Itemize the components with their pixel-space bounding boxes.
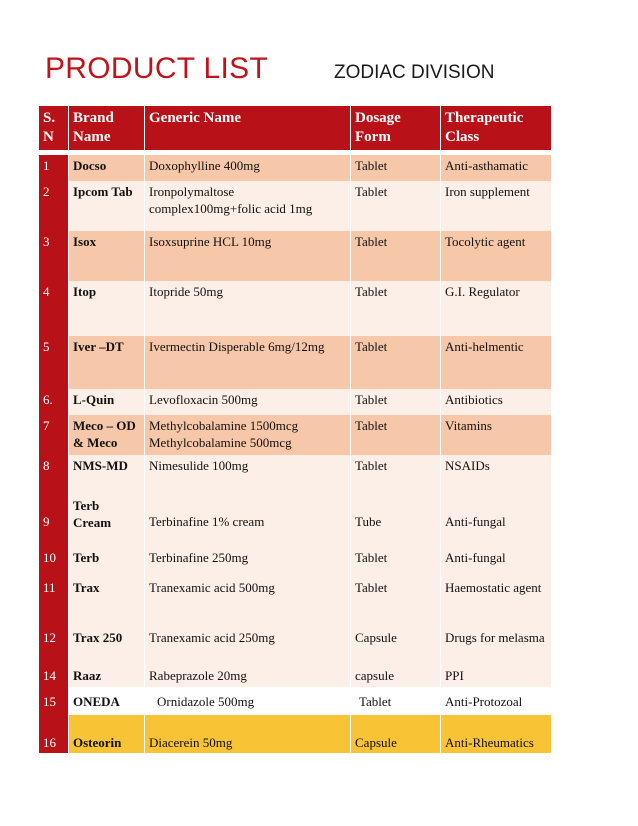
row-therapeutic: Vitamins <box>441 415 551 455</box>
row-dosage: Capsule <box>351 627 441 665</box>
table-row <box>39 495 551 547</box>
row-dosage: Tube <box>351 495 441 547</box>
table-header-row <box>39 106 551 150</box>
row-sn: 7 <box>39 415 69 455</box>
row-brand: Docso <box>69 155 145 181</box>
row-therapeutic: Anti-asthamatic <box>441 155 551 181</box>
table-row <box>39 281 551 336</box>
table-row <box>39 577 551 627</box>
row-sn: 2 <box>39 181 69 231</box>
row-dosage: Tablet <box>351 415 441 455</box>
row-dosage: Tablet <box>351 336 441 389</box>
table-row <box>39 687 551 715</box>
row-brand: NMS-MD <box>69 455 145 495</box>
row-brand: L-Quin <box>69 389 145 415</box>
table-row <box>39 155 551 181</box>
row-sn: 11 <box>39 577 69 627</box>
row-generic: Ornidazole 500mg <box>145 687 351 715</box>
row-therapeutic: Tocolytic agent <box>441 231 551 281</box>
row-brand: ONEDA <box>69 687 145 715</box>
row-dosage: Tablet <box>351 577 441 627</box>
row-dosage: Tablet <box>351 547 441 577</box>
col-header-dosage: Dosage Form <box>351 106 441 150</box>
row-therapeutic: Antibiotics <box>441 389 551 415</box>
col-header-sn: S. N <box>39 106 69 150</box>
col-header-generic: Generic Name <box>145 106 351 150</box>
row-therapeutic: PPI <box>441 665 551 687</box>
row-dosage: Tablet <box>351 281 441 336</box>
row-therapeutic: Drugs for melasma <box>441 627 551 665</box>
row-sn: 12 <box>39 627 69 665</box>
row-brand: Ipcom Tab <box>69 181 145 231</box>
row-brand: Osteorin <box>69 715 145 753</box>
page-title: PRODUCT LIST <box>45 52 269 85</box>
row-dosage: Tablet <box>351 455 441 495</box>
row-dosage: Tablet <box>351 389 441 415</box>
row-dosage: Tablet <box>351 155 441 181</box>
row-therapeutic: Anti-Protozoal <box>441 687 551 715</box>
row-generic: Ivermectin Disperable 6mg/12mg <box>145 336 351 389</box>
row-therapeutic: Anti-fungal <box>441 495 551 547</box>
row-generic: Levofloxacin 500mg <box>145 389 351 415</box>
row-brand: Trax <box>69 577 145 627</box>
col-header-brand: Brand Name <box>69 106 145 150</box>
table-row <box>39 547 551 577</box>
row-generic: Tranexamic acid 250mg <box>145 627 351 665</box>
row-dosage: Tablet <box>351 687 441 715</box>
product-table <box>38 106 551 753</box>
table-row <box>39 415 551 455</box>
row-sn: 1 <box>39 155 69 181</box>
table-row <box>39 181 551 231</box>
table-row <box>39 389 551 415</box>
row-generic: Itopride 50mg <box>145 281 351 336</box>
row-sn: 9 <box>39 495 69 547</box>
row-generic: Diacerein 50mg <box>145 715 351 753</box>
table-row <box>39 336 551 389</box>
row-generic: Isoxsuprine HCL 10mg <box>145 231 351 281</box>
row-sn: 4 <box>39 281 69 336</box>
row-therapeutic: NSAIDs <box>441 455 551 495</box>
row-generic: Nimesulide 100mg <box>145 455 351 495</box>
col-header-therapeutic: Therapeutic Class <box>441 106 551 150</box>
row-brand: Terb Cream <box>69 495 145 547</box>
row-sn: 15 <box>39 687 69 715</box>
row-generic: Terbinafine 250mg <box>145 547 351 577</box>
row-brand: Terb <box>69 547 145 577</box>
row-therapeutic: Iron supplement <box>441 181 551 231</box>
row-sn: 5 <box>39 336 69 389</box>
row-generic: Doxophylline 400mg <box>145 155 351 181</box>
row-brand: Raaz <box>69 665 145 687</box>
table-row <box>39 715 551 753</box>
table-row <box>39 455 551 495</box>
row-dosage: capsule <box>351 665 441 687</box>
row-dosage: Tablet <box>351 181 441 231</box>
row-therapeutic: Haemostatic agent <box>441 577 551 627</box>
row-sn: 3 <box>39 231 69 281</box>
row-therapeutic: Anti-fungal <box>441 547 551 577</box>
row-generic: Terbinafine 1% cream <box>145 495 351 547</box>
row-dosage: Capsule <box>351 715 441 753</box>
row-sn: 8 <box>39 455 69 495</box>
row-therapeutic: Anti-helmentic <box>441 336 551 389</box>
row-sn: 14 <box>39 665 69 687</box>
row-generic: Ironpolymaltose complex100mg+folic acid 1mg <box>145 181 351 231</box>
table-row <box>39 231 551 281</box>
table-row <box>39 627 551 665</box>
row-sn: 16 <box>39 715 69 753</box>
table-row <box>39 665 551 687</box>
row-therapeutic: G.I. Regulator <box>441 281 551 336</box>
division-label: ZODIAC DIVISION <box>334 62 495 83</box>
row-sn: 10 <box>39 547 69 577</box>
row-generic: Methylcobalamine 1500mcg Methylcobalamine 500mcg <box>145 415 351 455</box>
row-brand: Isox <box>69 231 145 281</box>
row-generic: Rabeprazole 20mg <box>145 665 351 687</box>
row-brand: Itop <box>69 281 145 336</box>
row-brand: Iver –DT <box>69 336 145 389</box>
row-brand: Meco – OD & Meco <box>69 415 145 455</box>
row-generic: Tranexamic acid 500mg <box>145 577 351 627</box>
row-therapeutic: Anti-Rheumatics <box>441 715 551 753</box>
row-sn: 6. <box>39 389 69 415</box>
row-brand: Trax 250 <box>69 627 145 665</box>
row-dosage: Tablet <box>351 231 441 281</box>
